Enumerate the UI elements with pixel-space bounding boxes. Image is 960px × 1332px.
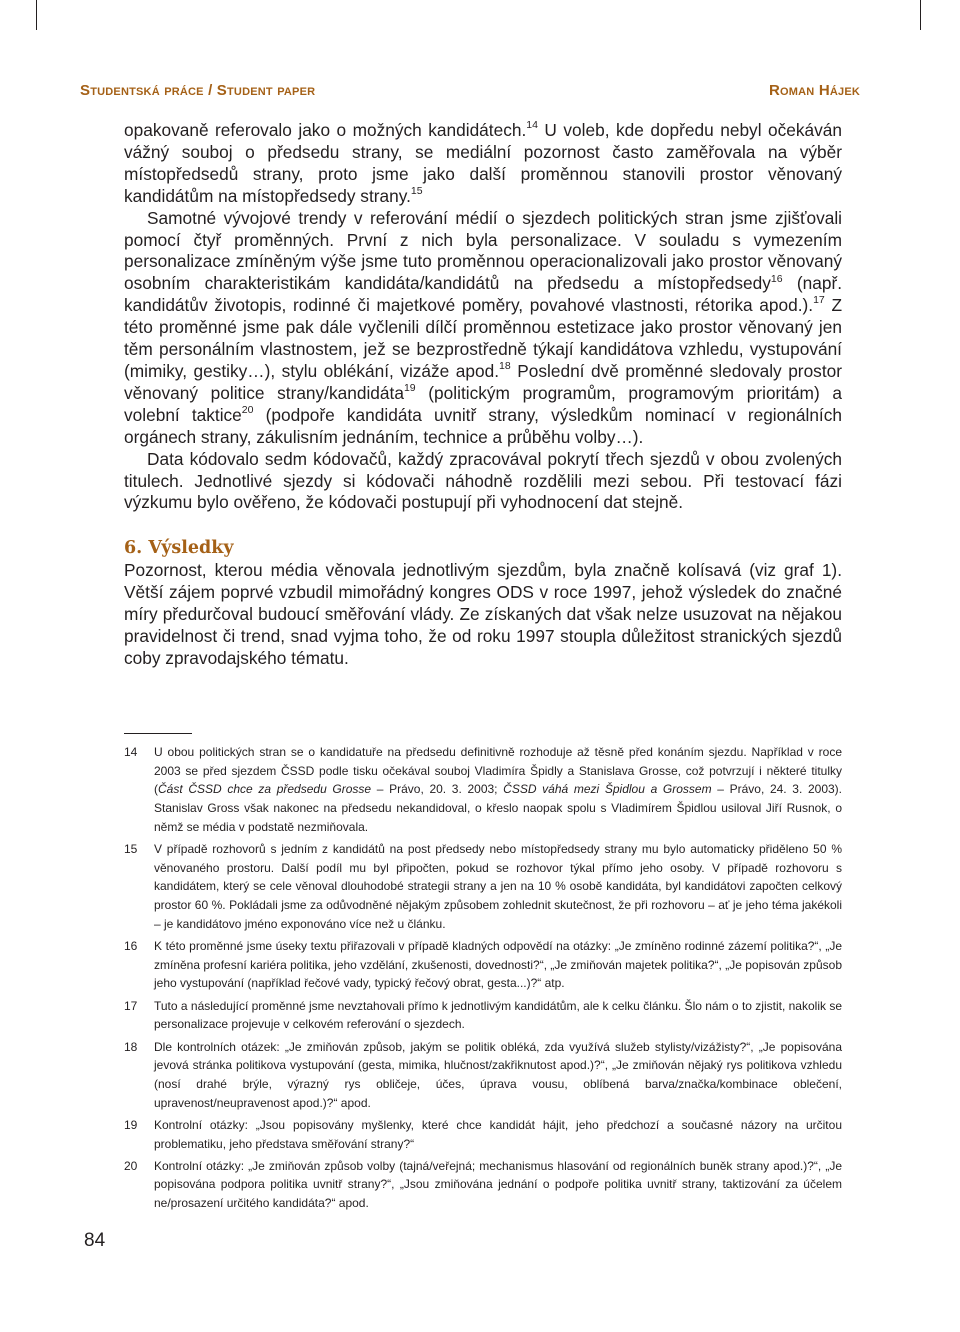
footnote-ref-14: 14 — [526, 119, 538, 132]
crop-mark-top-right — [920, 0, 921, 30]
section-heading: 6. Výsledky — [124, 538, 234, 559]
footnote-number: 20 — [124, 1158, 138, 1173]
footnote-number: 14 — [124, 745, 138, 759]
footnote-20: 20 Kontrolní otázky: „Je zmiňován způsob volby (tajná/veřejná; mechanismus hlasování od regionálních buněk strany apod.)?“, „Je popisována podpora politika uvnitř strany?“, „Jsou zmiňována jednání o podpoře politika uvnitř strany, taktizování za účelem ne/prosazení určitého kandidáta?“ apod. — [124, 1158, 842, 1211]
footnotes — [124, 743, 842, 1216]
footnote-16: 16 K této proměnné jsme úseky textu přiřazovali v případě kladných odpovědí na otázky: „Je zmíněno rodinné zázemí politika?“, „Je zmíněna profesní kariéra politika, jeho vzdělání, zkušenosti, dovednosti?“, „Je zmiňován majetek politika?“, „Je popisován způsob jeho vystupování (například řečové vady, typický řečový obrat, gesta...)?“ atp. — [124, 939, 842, 991]
footnote-ref-19: 19 — [403, 382, 416, 395]
paragraph-3: Data kódovalo sedm kódovačů, každý zpracovával pokrytí třech sjezdů v obou zvolených titulech. Jednotlivé sjezdy si kódovači náhodně rozdělili mezi sebou. Při testovací fázi výzkumu bylo ověřeno, že kódovači postupují při vyhodnocení dat stejně. — [124, 448, 842, 513]
body-text — [124, 120, 842, 670]
footnote-ref-20: 20 — [241, 404, 254, 417]
footnote-18: 18 Dle kontrolních otázek: „Je zmiňován způsob, jakým se politik obléká, zda využívá služeb stylisty/vizážisty?“, „Je popisována jevová stránka politikova vystupování (gesta, mimika, hlučnost/zakřiknutost apod.)?“, „Je zmiňován nějaký rys politikova vzhledu (nosí drahé brýle, výrazný rys obličeje, účes, úprava vousu, oblíbená barva/značka/kombinace oblečení, upravenost/neupravenost apod.)?“ apod. — [124, 1039, 842, 1110]
footnote-ref-18: 18 — [499, 360, 511, 373]
footnote-number: 15 — [124, 842, 138, 857]
paragraph-4: Pozornost, kterou média věnovala jednotlivým sjezdům, byla značně kolísavá (viz graf 1). Větší zájem poprvé vzbudil mimořádný kongres ODS v roce 1997, jehož výsledek do značné míry předurčoval budoucí směřování vlády. Ze získaných dat však nelze usuzovat na nějakou pravidelnost či trend, snad vyjma toho, že od roku 1997 stoupla důležitost stranických sjezdů coby zpravodajského tématu. — [124, 560, 842, 668]
footnote-14: 14 U obou politických stran se o kandidatuře na předsedu definitivně rozhoduje až těsně před konáním sjezdu. Například v roce 2003 se před sjezdem ČSSD podle tisku očekával souboj Vladimíra Špidly a Stanislava Grosse, což potvrzují i některé titulky (Část ČSSD chce za předsedu Grosse – Právo, 20. 3. 2003; ČSSD váhá mezi Špidlou a Grossem – Právo, 24. 3. 2003). Stanislav Gross však nakonec na předsedu nekandidoval, o křeslo naopak spolu s Vladimírem Špidlou usiloval Jiří Rusnok, o němž se média v podstatě nezmiňovala. — [124, 745, 843, 834]
footnote-number: 16 — [124, 939, 138, 954]
crop-mark-top-left — [36, 0, 37, 30]
footnote-number: 17 — [124, 998, 138, 1013]
footnote-17: 17 Tuto a následující proměnné jsme nevztahovali přímo k jednotlivým kandidátům, ale k celku článku. Šlo nám o to zjistit, nakolik se personalizace projevuje v celkovém referování o sjezdech. — [124, 998, 842, 1032]
footnote-number: 18 — [124, 1039, 138, 1054]
page-number: 84 — [84, 1230, 106, 1251]
paragraph-1: opakovaně referovalo jako o možných kandidátech.$^{14}$ U voleb, kde dopředu nebyl očekáván vážný souboj o předsedu strany, se mediální pozornost často zaměřovala na výběr místopředsedů strany, proto jsme jako další proměnnou stanovili prostor věnovaný kandidátům na místopředsedy strany.$^{15}$ — [124, 119, 842, 206]
footnote-15: 15 V případě rozhovorů s jedním z kandidátů na post předsedy nebo místopředsedy strany mu bylo automaticky přiděleno 50 % věnovaného prostoru. Další podíl mu byl připočten, pokud se rozhovor týkal přímo jeho osoby. V případě rozhovoru s kandidátem, který se cele věnoval dlouhodobé strategii strany a jen na 10 % osobě kandidáta, byl kandidátovi započten celkový prostor 60 %. Pokládali jsme za odůvodněné nějakým způsobem zohlednit skutečnost, že při rozhovoru – ať je jeho téma jakékoli – je kandidátovo jméno exponováno více než u článku. — [124, 842, 842, 931]
header-section-label: Studentská práce / Student paper — [80, 82, 316, 99]
header-author: Roman Hájek — [769, 82, 860, 99]
footnote-19: 19 Kontrolní otázky: „Jsou popisovány myšlenky, které chce kandidát hájit, jeho předchozí a současné názory na určitou problematiku, jeho představa směřování strany?“ — [124, 1117, 842, 1151]
footnote-separator — [124, 733, 192, 734]
footnote-ref-15: 15 — [410, 184, 423, 197]
footnote-number: 19 — [124, 1117, 138, 1132]
footnote-ref-16: 16 — [770, 272, 783, 285]
footnote-ref-17: 17 — [813, 294, 825, 307]
paragraph-2: Samotné vývojové trendy v referování médií o sjezdech politických stran jsme zjišťovali pomocí čtyř proměnných. První z nich byla personalizace. V souladu s vymezením personalizace zmíněným výše jsme tuto proměnnou operacionalizovali jako prostor věnovaný osobním charakteristikám kandidáta/kandidátů na předsedu a místopředsedy$^{16}$ (např. kandidátův životopis, rodinné či majetkové poměry, povahové vlastnosti, rétorika apod.).$^{17}$ Z této proměnné jsme pak dále vyčlenili dílčí proměnnou estetizace jako prostor věnovaný jen těm personálním vlastnostem, jež se bezprostředně týkají kandidátova vzhledu, vystupování (mimiky, gestiky…), stylu oblékání, vizáže apod.$^{18}$ Poslední dvě proměnné sledovaly prostor věnovaný politice strany/kandidáta$^{19}$ (politickým programům, programovým prioritám) a volební taktice$^{20}$ (podpoře kandidáta uvnitř strany, výsledkům nominací v regionálních orgánech strany, zákulisním jednáním, technice a průběhu volby…). — [124, 207, 843, 447]
